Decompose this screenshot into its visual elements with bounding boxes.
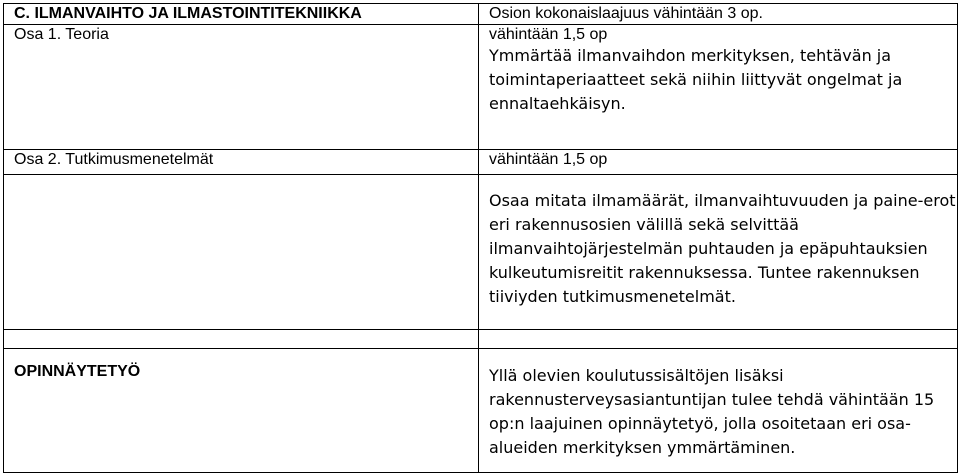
part2-label: Osa 2. Tutkimusmenetelmät bbox=[4, 150, 479, 175]
section-header-row bbox=[4, 4, 958, 25]
part1-row bbox=[4, 25, 958, 150]
part2-description: Osaa mitata ilmamäärät, ilmanvaihtuvuuden ja paine-erot eri rakennusosien välillä sekä selvittää ilmanvaihtojärjestelmän puhtauden ja epäpuhtauksien kulkeutumisreitit rakennuksessa. Tuntee rakennuksen tiiviyden tutkimusmenetelmät. bbox=[479, 175, 958, 330]
spacer-row bbox=[4, 330, 958, 349]
thesis-row bbox=[4, 349, 958, 473]
part1-label: Osa 1. Teoria bbox=[4, 25, 479, 150]
part1-credits: vähintään 1,5 op bbox=[489, 26, 608, 43]
part2-header-row bbox=[4, 150, 958, 175]
spacer-cell-right bbox=[479, 330, 958, 349]
section-title: C. ILMANVAIHTO JA ILMASTOINTITEKNIIKKA bbox=[4, 4, 479, 25]
part1-description: Ymmärtää ilmanvaihdon merkityksen, tehtävän ja toimintaperiaatteet sekä niihin liittyvät ongelmat ja ennaltaehkäisyn. bbox=[489, 46, 903, 113]
section-scope: Osion kokonaislaajuus vähintään 3 op. bbox=[479, 4, 958, 25]
thesis-description: Yllä olevien koulutussisältöjen lisäksi rakennusterveysasiantuntijan tulee tehdä vähintään 15 op:n laajuinen opinnäytetyö, jolla osoitetaan eri osa-alueiden merkityksen ymmärtäminen. bbox=[479, 349, 958, 473]
spacer-cell-left bbox=[4, 330, 479, 349]
curriculum-table bbox=[3, 3, 958, 473]
part2-credits: vähintään 1,5 op bbox=[479, 150, 958, 175]
part1-content bbox=[479, 25, 958, 150]
part2-empty-cell bbox=[4, 175, 479, 330]
thesis-label: OPINNÄYTETYÖ bbox=[4, 349, 479, 473]
part2-row bbox=[4, 175, 958, 330]
